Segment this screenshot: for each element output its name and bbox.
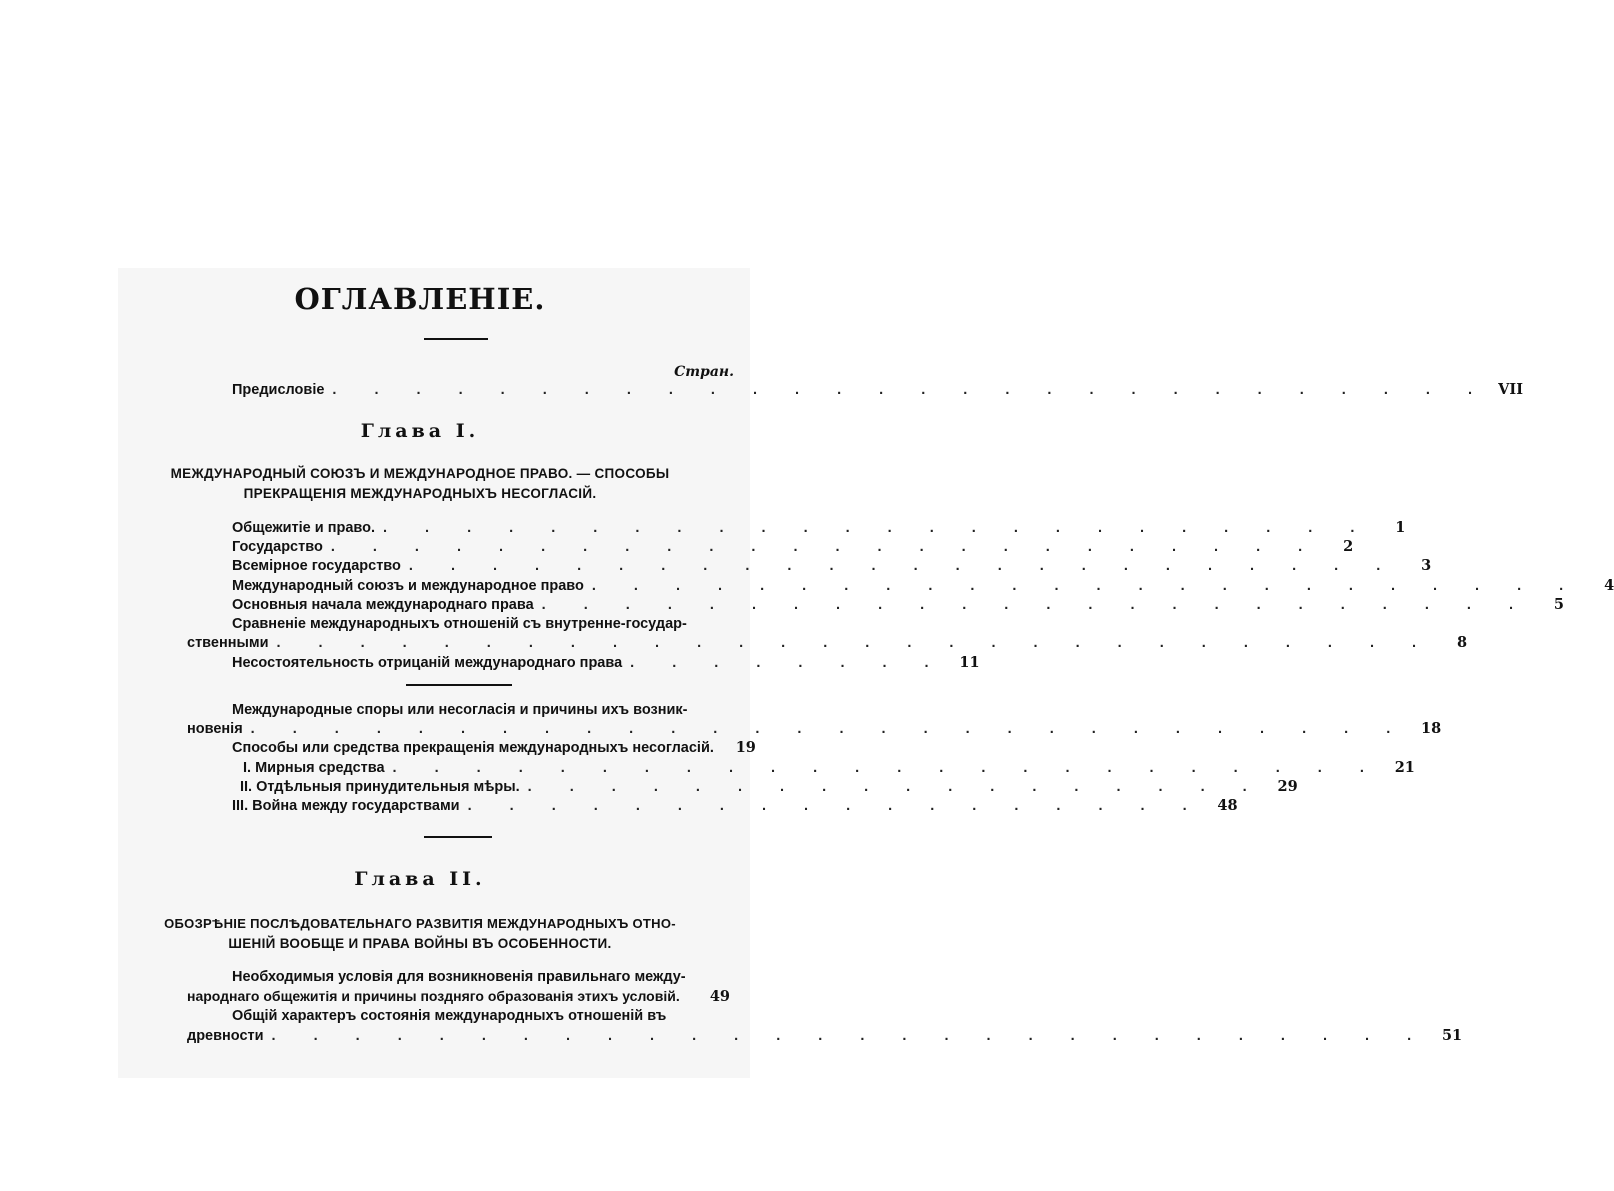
entry-page: 29 bbox=[1277, 778, 1298, 795]
entry-label: II. Отдѣльныя принудительныя мѣры. bbox=[240, 779, 520, 795]
entry-label: новенія bbox=[187, 721, 243, 737]
toc-entry bbox=[232, 739, 756, 757]
toc-entry bbox=[232, 557, 1432, 575]
toc-paragraph-line: Общій характеръ состоянія международныхъ отношеній въ bbox=[232, 1008, 667, 1024]
toc-entry bbox=[232, 577, 1614, 595]
entry-page: 3 bbox=[1421, 557, 1432, 574]
entry-page: 18 bbox=[1421, 720, 1442, 737]
toc-entry bbox=[187, 634, 1468, 652]
entry-page: 11 bbox=[959, 654, 980, 671]
chapter-heading: Глава I. bbox=[360, 420, 480, 442]
leader-dots: . . . . . . . . . . . . . . . . . . . . . . . . . . . . bbox=[250, 721, 1408, 737]
entry-label: I. Мирныя средства bbox=[243, 760, 385, 776]
entry-label: Общежитіе и право. bbox=[232, 520, 375, 536]
toc-entry bbox=[232, 701, 730, 719]
entry-label: Основныя начала международнаго права bbox=[232, 597, 534, 613]
leader-dots: . . . . . . . . . . . . . . . . . . . . . . . . bbox=[541, 597, 1530, 613]
entry-label: Способы или средства прекращенія международныхъ несогласій. bbox=[232, 740, 714, 756]
entry-page: 8 bbox=[1456, 634, 1468, 651]
entry-label: древности bbox=[187, 1028, 264, 1044]
entry-page: 2 bbox=[1343, 538, 1354, 555]
entry-page: 21 bbox=[1394, 759, 1415, 776]
leader-dots: . . . . . . . . . . . . . . . . . . . . . . . . . . . . bbox=[271, 1028, 1429, 1044]
entry-page: VII bbox=[1498, 381, 1523, 398]
chapter-subtitle-line: ОБОЗРѢНІЕ ПОСЛѢДОВАТЕЛЬНАГО РАЗВИТІЯ МЕЖДУНАРОДНЫХЪ ОТНО- bbox=[164, 916, 676, 931]
toc-entry bbox=[232, 654, 980, 672]
chapter-subtitle-line: ШЕНІЙ ВООБЩЕ И ПРАВА ВОЙНЫ ВЪ ОСОБЕННОСТИ. bbox=[228, 936, 612, 951]
toc-entry bbox=[243, 759, 1415, 777]
entry-page: 48 bbox=[1217, 797, 1238, 814]
entry-label: ственными bbox=[187, 635, 269, 651]
leader-dots: . . . . . . . . . . . . . . . . . . . . . . . . . . . . bbox=[332, 382, 1489, 398]
entry-page: 5 bbox=[1553, 596, 1564, 613]
title-rule bbox=[424, 338, 488, 340]
page-column-label: Стран. bbox=[674, 364, 734, 380]
toc-entry bbox=[187, 720, 1442, 738]
toc-paragraph-line: Необходимыя условія для возникновенія правильнаго между- bbox=[232, 969, 686, 985]
entry-label: Международные споры или несогласія и причины ихъ возник- bbox=[232, 702, 688, 718]
toc-entry bbox=[187, 1027, 1463, 1045]
entry-page: 1 bbox=[1395, 519, 1406, 536]
toc-entry bbox=[232, 615, 730, 633]
chapter-subtitle-line: МЕЖДУНАРОДНЫЙ СОЮЗЪ И МЕЖДУНАРОДНОЕ ПРАВО. — СПОСОБЫ bbox=[170, 466, 670, 481]
page-title: ОГЛАВЛЕНІЕ. bbox=[294, 282, 546, 316]
entry-label: Предисловіе bbox=[232, 382, 325, 398]
toc-entry bbox=[232, 596, 1564, 614]
toc-paragraph-line: народнаго общежитія и причины поздняго образованія этихъ условій. bbox=[187, 988, 680, 1004]
leader-dots: . . . . . . . . . . . . . . . . . . . . . . . . bbox=[383, 520, 1372, 536]
entry-label: Государство bbox=[232, 539, 323, 555]
entry-label: Всемірное государство bbox=[232, 558, 401, 574]
leader-dots: . . . . . . . . . . . . . . . . . . . . . . . . bbox=[330, 539, 1320, 555]
toc-entry bbox=[240, 778, 1298, 796]
entry-label: Международный союзъ и международное право bbox=[232, 578, 584, 594]
leader-dots: . . . . . . . . . . . . . . . . . . bbox=[467, 798, 1204, 814]
toc-entry bbox=[232, 797, 1238, 815]
toc-entry-preface bbox=[232, 381, 1523, 399]
leader-dots: . . . . . . . . . . . . . . . . . . bbox=[527, 779, 1264, 795]
leader-dots: . . . . . . . . bbox=[630, 655, 946, 671]
toc-entry bbox=[232, 538, 1354, 556]
entry-label: Сравненіе международныхъ отношеній съ внутренне-государ- bbox=[232, 616, 687, 632]
leader-dots: . . . . . . . . . . . . . . . . . . . . . . . . bbox=[392, 760, 1381, 776]
entry-label: Несостоятельность отрицаній международнаго права bbox=[232, 655, 623, 671]
leader-dots: . . . . . . . . . . . . . . . . . . . . . . . . bbox=[408, 558, 1398, 574]
leader-dots: . . . . . . . . . . . . . . . . . . . . . . . . . . . . bbox=[276, 635, 1434, 651]
entry-page: 51 bbox=[1441, 1027, 1463, 1044]
chapter-divider-rule bbox=[424, 836, 492, 838]
entry-page: 49 bbox=[709, 988, 730, 1005]
section-rule bbox=[406, 684, 512, 686]
toc-entry bbox=[232, 519, 1406, 537]
leader-dots: . . . . . . . . . . . . . . . . . . . . . . . . bbox=[591, 578, 1581, 594]
entry-page: 19 bbox=[735, 739, 756, 756]
entry-label: III. Война между государствами bbox=[232, 798, 460, 814]
entry-page: 4 bbox=[1604, 577, 1614, 594]
chapter-subtitle-line: ПРЕКРАЩЕНІЯ МЕЖДУНАРОДНЫХЪ НЕСОГЛАСІЙ. bbox=[243, 486, 597, 501]
chapter-heading: Глава II. bbox=[354, 868, 486, 890]
